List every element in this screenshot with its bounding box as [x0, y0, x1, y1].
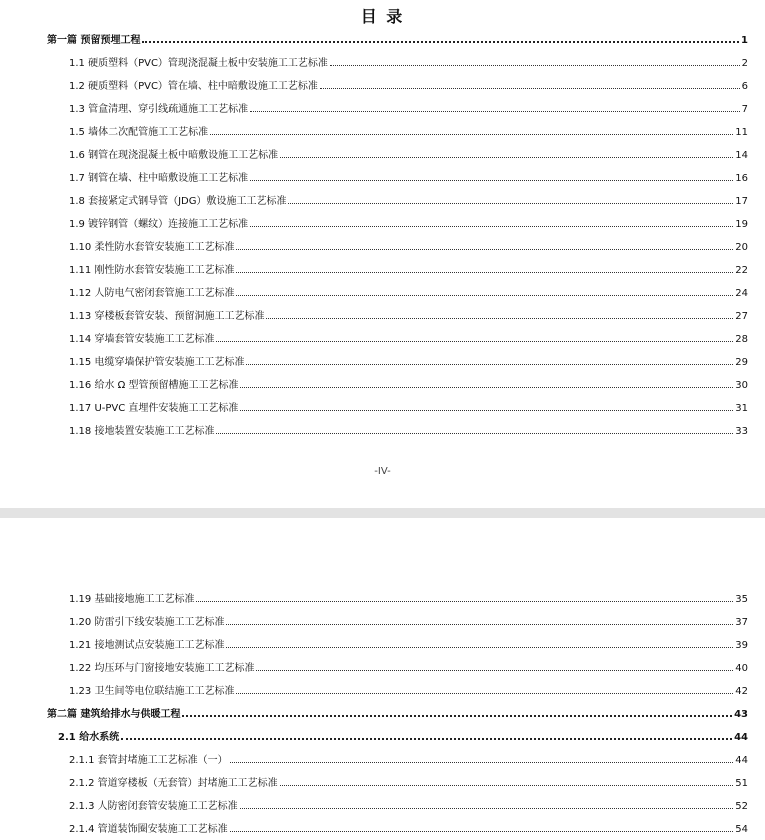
toc-entry-page-number: 28 — [735, 334, 748, 345]
toc-entry-label: 2.1.3 人防密闭套管安装施工工艺标准 — [69, 801, 238, 812]
toc-entry[interactable] — [69, 80, 748, 94]
toc-entry[interactable] — [69, 823, 748, 837]
toc-entry[interactable] — [69, 57, 748, 71]
toc-entry-page-number: 37 — [735, 617, 748, 628]
toc-entry-page-number: 51 — [735, 778, 748, 789]
toc-entry[interactable] — [69, 754, 748, 768]
toc-entry-page-number: 22 — [735, 265, 748, 276]
toc-entry-label: 2.1.4 管道装饰圈安装施工工艺标准 — [69, 824, 228, 835]
toc-entry[interactable] — [69, 593, 748, 607]
toc-entry-page-number: 43 — [734, 709, 748, 720]
toc-entry-page-number: 20 — [735, 242, 748, 253]
toc-entry-label: 第二篇 建筑给排水与供暖工程 — [47, 709, 181, 720]
toc-part-entry[interactable] — [47, 708, 748, 722]
dot-leader — [280, 785, 734, 786]
toc-entry[interactable] — [69, 402, 748, 416]
toc-entry-label: 1.3 管盒清理、穿引线疏通施工工艺标准 — [69, 104, 249, 115]
dot-leader — [250, 226, 733, 227]
toc-entry[interactable] — [69, 218, 748, 232]
toc-page-2 — [0, 518, 765, 840]
dot-leader — [230, 762, 734, 763]
page-number-footer: -IV- — [374, 466, 391, 477]
toc-entry[interactable] — [69, 264, 748, 278]
toc-entry-page-number: 17 — [735, 196, 748, 207]
toc-entry-label: 1.11 刚性防水套管安装施工工艺标准 — [69, 265, 235, 276]
dot-leader — [250, 180, 733, 181]
toc-entry-page-number: 44 — [735, 755, 748, 766]
toc-entry-label: 1.10 柔性防水套管安装施工工艺标准 — [69, 242, 235, 253]
toc-entry-page-number: 42 — [735, 686, 748, 697]
toc-title: 目 录 — [360, 7, 405, 26]
toc-entry-label: 1.14 穿墙套管安装施工工艺标准 — [69, 334, 215, 345]
dot-leader — [266, 318, 733, 319]
toc-entry-page-number: 54 — [735, 824, 748, 835]
dot-leader — [320, 88, 740, 89]
toc-entry[interactable] — [69, 149, 748, 163]
toc-entry-label: 第一篇 预留预埋工程 — [47, 35, 141, 46]
toc-entry-page-number: 33 — [735, 426, 748, 437]
toc-entry-label: 1.21 接地测试点安装施工工艺标准 — [69, 640, 225, 651]
toc-entry-page-number: 2 — [741, 58, 748, 69]
toc-entry-page-number: 16 — [735, 173, 748, 184]
toc-entry-label: 1.22 均压环与门窗接地安装施工工艺标准 — [69, 663, 255, 674]
toc-entry-label: 1.9 镀锌钢管（螺纹）连接施工工艺标准 — [69, 219, 249, 230]
toc-entry[interactable] — [69, 685, 748, 699]
dot-leader — [288, 203, 733, 204]
toc-entry-page-number: 52 — [735, 801, 748, 812]
toc-entry-page-number: 11 — [735, 127, 748, 138]
toc-entry[interactable] — [69, 425, 748, 439]
toc-entry[interactable] — [69, 241, 748, 255]
toc-entry[interactable] — [69, 310, 748, 324]
toc-entry-page-number: 44 — [734, 732, 748, 743]
toc-entry[interactable] — [69, 126, 748, 140]
toc-entry-label: 1.18 接地装置安装施工工艺标准 — [69, 426, 215, 437]
toc-entry[interactable] — [69, 103, 748, 117]
dot-leader — [182, 715, 732, 717]
dot-leader — [236, 295, 733, 296]
toc-entry-page-number: 29 — [735, 357, 748, 368]
dot-leader — [216, 433, 733, 434]
toc-entry-page-number: 40 — [735, 663, 748, 674]
toc-entry[interactable] — [69, 172, 748, 186]
dot-leader — [236, 249, 733, 250]
toc-entry[interactable] — [69, 800, 748, 814]
dot-leader — [226, 624, 733, 625]
toc-entry[interactable] — [69, 356, 748, 370]
dot-leader — [196, 601, 733, 602]
toc-entry[interactable] — [69, 616, 748, 630]
toc-entry-label: 1.12 人防电气密闭套管施工工艺标准 — [69, 288, 235, 299]
dot-leader — [240, 387, 733, 388]
toc-entry-page-number: 39 — [735, 640, 748, 651]
toc-entry-page-number: 30 — [735, 380, 748, 391]
toc-entry-page-number: 1 — [741, 35, 748, 46]
toc-entry-page-number: 35 — [735, 594, 748, 605]
dot-leader — [240, 410, 733, 411]
dot-leader — [121, 738, 732, 740]
toc-entry-page-number: 31 — [735, 403, 748, 414]
toc-entry-page-number: 7 — [741, 104, 748, 115]
toc-entry-label: 1.6 钢管在现浇混凝土板中暗敷设施工工艺标准 — [69, 150, 279, 161]
toc-entry-label: 2.1.2 管道穿楼板（无套管）封堵施工工艺标准 — [69, 778, 278, 789]
toc-entry[interactable] — [69, 777, 748, 791]
toc-entry-label: 1.20 防雷引下线安装施工工艺标准 — [69, 617, 225, 628]
toc-entry-page-number: 19 — [735, 219, 748, 230]
toc-entry[interactable] — [69, 379, 748, 393]
toc-entry-label: 1.7 钢管在墙、柱中暗敷设施工工艺标准 — [69, 173, 249, 184]
dot-leader — [256, 670, 733, 671]
dot-leader — [226, 647, 733, 648]
dot-leader — [236, 272, 733, 273]
dot-leader — [240, 808, 734, 809]
dot-leader — [330, 65, 740, 66]
dot-leader — [250, 111, 740, 112]
dot-leader — [216, 341, 733, 342]
toc-entry-label: 1.16 给水 Ω 型管预留槽施工工艺标准 — [69, 380, 239, 391]
toc-entry-label: 1.19 基础接地施工工艺标准 — [69, 594, 195, 605]
toc-entry-label: 1.15 电缆穿墙保护管安装施工工艺标准 — [69, 357, 245, 368]
dot-leader — [142, 41, 739, 43]
toc-entry[interactable] — [69, 662, 748, 676]
toc-entry-label: 2.1 给水系统 — [58, 732, 120, 743]
dot-leader — [210, 134, 733, 135]
toc-entry-label: 1.13 穿楼板套管安装、预留洞施工工艺标准 — [69, 311, 265, 322]
toc-entry-page-number: 14 — [735, 150, 748, 161]
toc-entry-label: 2.1.1 套管封堵施工工艺标准（一） — [69, 755, 228, 766]
toc-entry-label: 1.8 套接紧定式钢导管（JDG）敷设施工工艺标准 — [69, 196, 287, 207]
toc-entry-label: 1.5 墙体二次配管施工工艺标准 — [69, 127, 209, 138]
toc-entry-label: 1.23 卫生间等电位联结施工工艺标准 — [69, 686, 235, 697]
toc-entry-page-number: 27 — [735, 311, 748, 322]
toc-entry-page-number: 24 — [735, 288, 748, 299]
dot-leader — [230, 831, 734, 832]
dot-leader — [236, 693, 733, 694]
toc-entry[interactable] — [69, 287, 748, 301]
toc-entry[interactable] — [69, 333, 748, 347]
toc-entry[interactable] — [69, 195, 748, 209]
toc-entry-label: 1.2 硬质塑料（PVC）管在墙、柱中暗敷设施工工艺标准 — [69, 81, 318, 92]
toc-entry-label: 1.17 U-PVC 直埋件安装施工工艺标准 — [69, 403, 239, 414]
dot-leader — [280, 157, 733, 158]
toc-entry[interactable] — [69, 639, 748, 653]
toc-part-entry[interactable] — [47, 34, 748, 48]
toc-entry-page-number: 6 — [741, 81, 748, 92]
toc-section-entry[interactable] — [58, 731, 748, 745]
toc-entry-label: 1.1 硬质塑料（PVC）管现浇混凝土板中安装施工工艺标准 — [69, 58, 328, 69]
dot-leader — [246, 364, 733, 365]
